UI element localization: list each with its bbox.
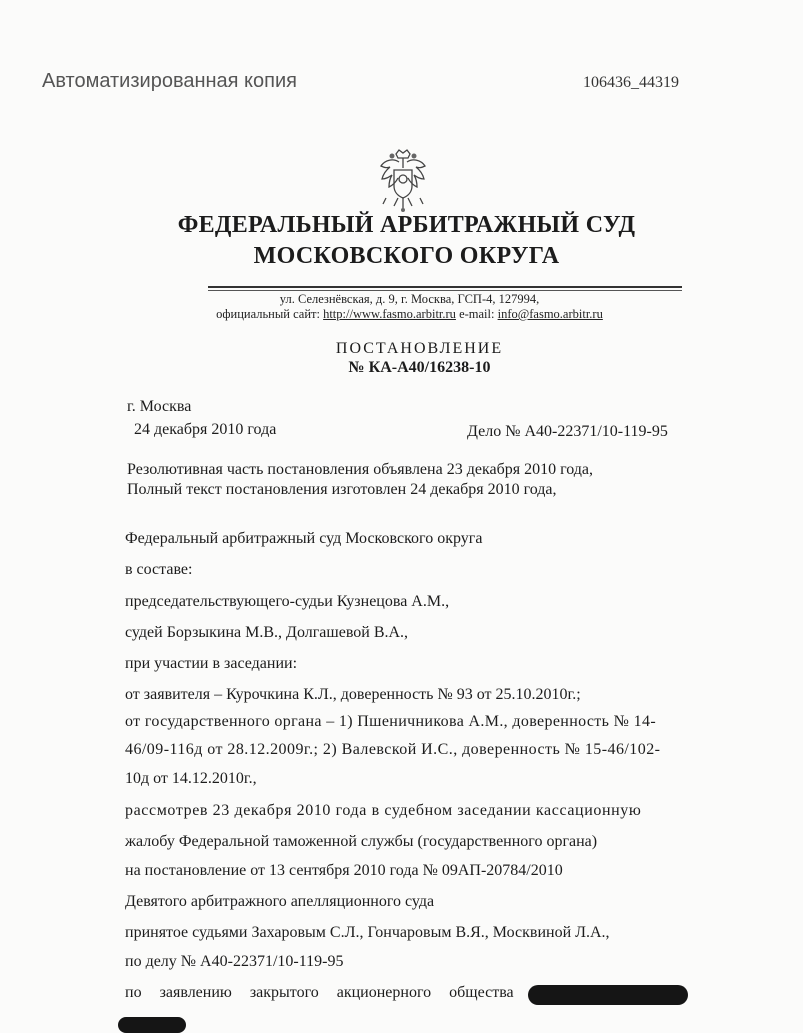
email-link[interactable]: info@fasmo.arbitr.ru (497, 307, 603, 321)
resolution-number: № КА-А40/16238-10 (348, 359, 491, 376)
body-line: от государственного органа – 1) Пшеничникова А.М., доверенность № 14- (125, 713, 656, 730)
site-label: официальный сайт: (216, 307, 320, 321)
automated-copy-stamp: Автоматизированная копия (42, 70, 297, 92)
date: 24 декабря 2010 года (134, 421, 277, 438)
body-line: рассмотрев 23 декабря 2010 года в судебном заседании кассационную (125, 802, 642, 819)
body-line: принятое судьями Захаровым С.Л., Гончаровым В.Я., Москвиной Л.А., (125, 924, 610, 941)
email-label: e-mail: (459, 307, 495, 321)
body-line: от заявителя – Курочкина К.Л., доверенность № 93 от 25.10.2010г.; (125, 686, 581, 703)
body-line: судей Борзыкина М.В., Долгашевой В.А., (125, 624, 409, 641)
court-name-line-1: ФЕДЕРАЛЬНЫЙ АРБИТРАЖНЫЙ СУД (177, 212, 636, 238)
court-contacts (8, 307, 803, 322)
redaction-mark (528, 985, 688, 1005)
body-line: по заявлению закрытого акционерного общества (125, 984, 514, 1001)
site-link[interactable]: http://www.fasmo.arbitr.ru (323, 307, 456, 321)
body-line: Девятого арбитражного апелляционного суда (125, 893, 435, 910)
body-line: 10д от 14.12.2010г., (125, 770, 257, 787)
case-number: Дело № А40-22371/10-119-95 (467, 423, 668, 440)
place: г. Москва (127, 398, 192, 415)
announcement-note: Резолютивная часть постановления объявлена 23 декабря 2010 года, (127, 461, 594, 478)
body-line: по делу № А40-22371/10-119-95 (125, 953, 344, 970)
body-line: жалобу Федеральной таможенной службы (государственного органа) (125, 833, 598, 850)
body-line: на постановление от 13 сентября 2010 года № 09АП-20784/2010 (125, 862, 563, 879)
document-title: ПОСТАНОВЛЕНИЕ (335, 340, 504, 357)
body-line: председательствующего-судьи Кузнецова А.М., (125, 593, 450, 610)
body-line: в составе: (125, 561, 193, 578)
court-name-line-2: МОСКОВСКОГО ОКРУГА (253, 243, 560, 269)
document-id: 106436_44319 (583, 74, 679, 91)
court-address: ул. Селезнёвская, д. 9, г. Москва, ГСП-4, 127994, (279, 292, 540, 306)
header-divider-thin (208, 290, 682, 291)
body-line: Федеральный арбитражный суд Московского округа (125, 530, 483, 547)
body-line: 46/09-116д от 28.12.2009г.; 2) Валевской И.С., доверенность № 15-46/102- (125, 741, 661, 758)
full-text-note: Полный текст постановления изготовлен 24 декабря 2010 года, (127, 481, 557, 498)
header-divider (208, 286, 682, 288)
body-line: при участии в заседании: (125, 655, 298, 672)
russian-coat-of-arms-icon (374, 148, 432, 214)
